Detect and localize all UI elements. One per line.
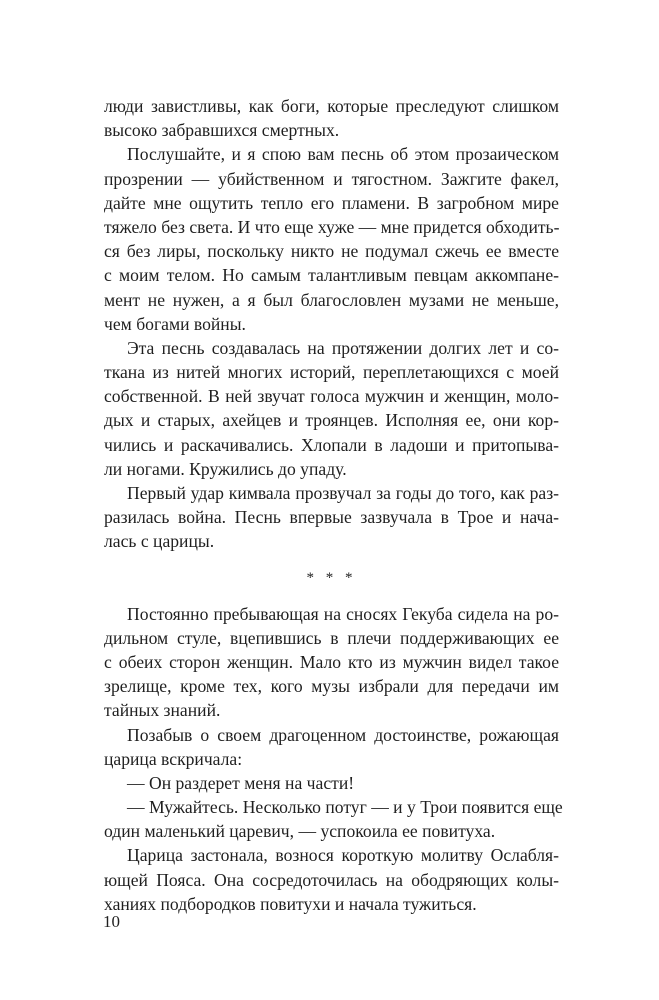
text-line: прозрении — убийственном и тягостном. Зажгите факел,	[104, 168, 559, 189]
text-line: Постоянно пребывающая на сносях Гекуба сидела на ро-	[127, 603, 559, 624]
text-line: тяжело без света. И что еще хуже — мне придется обходить-	[104, 216, 560, 237]
page-text	[104, 94, 563, 916]
page-number: 10	[103, 912, 120, 931]
paragraph	[104, 723, 559, 771]
text-line: ся без лиры, поскольку никто не подумал сжечь ее вместе	[104, 241, 559, 262]
paragraph	[104, 843, 559, 916]
text-line: Первый удар кимвала прозвучал за годы до того, как раз-	[127, 483, 559, 503]
text-line: Эта песнь создавалась на протяжении долгих лет и со-	[127, 337, 559, 358]
paragraph	[104, 336, 559, 481]
text-line: чились и раскачивались. Хлопали в ладоши и притопыва-	[104, 434, 559, 455]
text-line: ткана из нитей многих историй, переплетающихся с моей	[104, 362, 559, 383]
text-line: дайте мне ощутить тепло его пламени. В загробном мире	[104, 192, 559, 213]
section-separator: * * *	[306, 569, 357, 586]
text-line: люди завистливы, как боги, которые преследуют слишком	[104, 96, 559, 116]
text-line: дильном стуле, вцепившись в плечи поддерживающих ее	[104, 627, 559, 648]
text-line: Царица застонала, вознося короткую молитву Ослабля-	[127, 845, 559, 866]
text-line: с обеих сторон женщин. Мало кто из мужчин видел такое	[104, 651, 559, 672]
dialogue-paragraph	[104, 771, 559, 795]
text-line: ли ногами. Кружились до упаду.	[104, 458, 347, 479]
text-line: мент не нужен, а я был благословлен музами не меньше,	[104, 289, 559, 310]
text-line: ющей Пояса. Она сосредоточилась на ободряющих колы-	[104, 869, 559, 890]
text-line: лась с царицы.	[104, 531, 215, 552]
paragraph	[104, 142, 559, 336]
text-line: с моим телом. Но самым талантливым певцам аккомпане-	[104, 265, 559, 286]
text-line: — Он раздерет меня на части!	[127, 772, 355, 793]
text-line: дых и старых, ахейцев и троянцев. Исполняя ее, они кор-	[104, 410, 559, 431]
paragraph	[104, 481, 559, 554]
dialogue-paragraph	[104, 795, 563, 843]
text-line: — Мужайтесь. Несколько потуг — и у Трои появится еще	[127, 797, 563, 818]
paragraph	[104, 602, 559, 723]
text-line: Позабыв о своем драгоценном достоинстве, рожающая	[127, 724, 559, 745]
text-line: высоко забравшихся смертных.	[104, 120, 340, 141]
text-line: Послушайте, и я спою вам песнь об этом прозаическом	[127, 144, 559, 165]
text-line: царица вскричала:	[104, 748, 243, 769]
text-line: ханиях подбородков повитухи и начала тужиться.	[104, 893, 477, 914]
text-line: чем богами войны.	[104, 313, 246, 334]
text-line: разилась война. Песнь впервые зазвучала в Трое и нача-	[104, 507, 559, 528]
text-line: тайных знаний.	[104, 700, 221, 721]
text-line: зрелище, кроме тех, кого музы избрали для передачи им	[104, 676, 559, 697]
text-line: собственной. В ней звучат голоса мужчин и женщин, моло-	[104, 386, 559, 407]
text-line: один маленький царевич, — успокоила ее повитуха.	[104, 821, 496, 842]
paragraph	[104, 94, 559, 142]
